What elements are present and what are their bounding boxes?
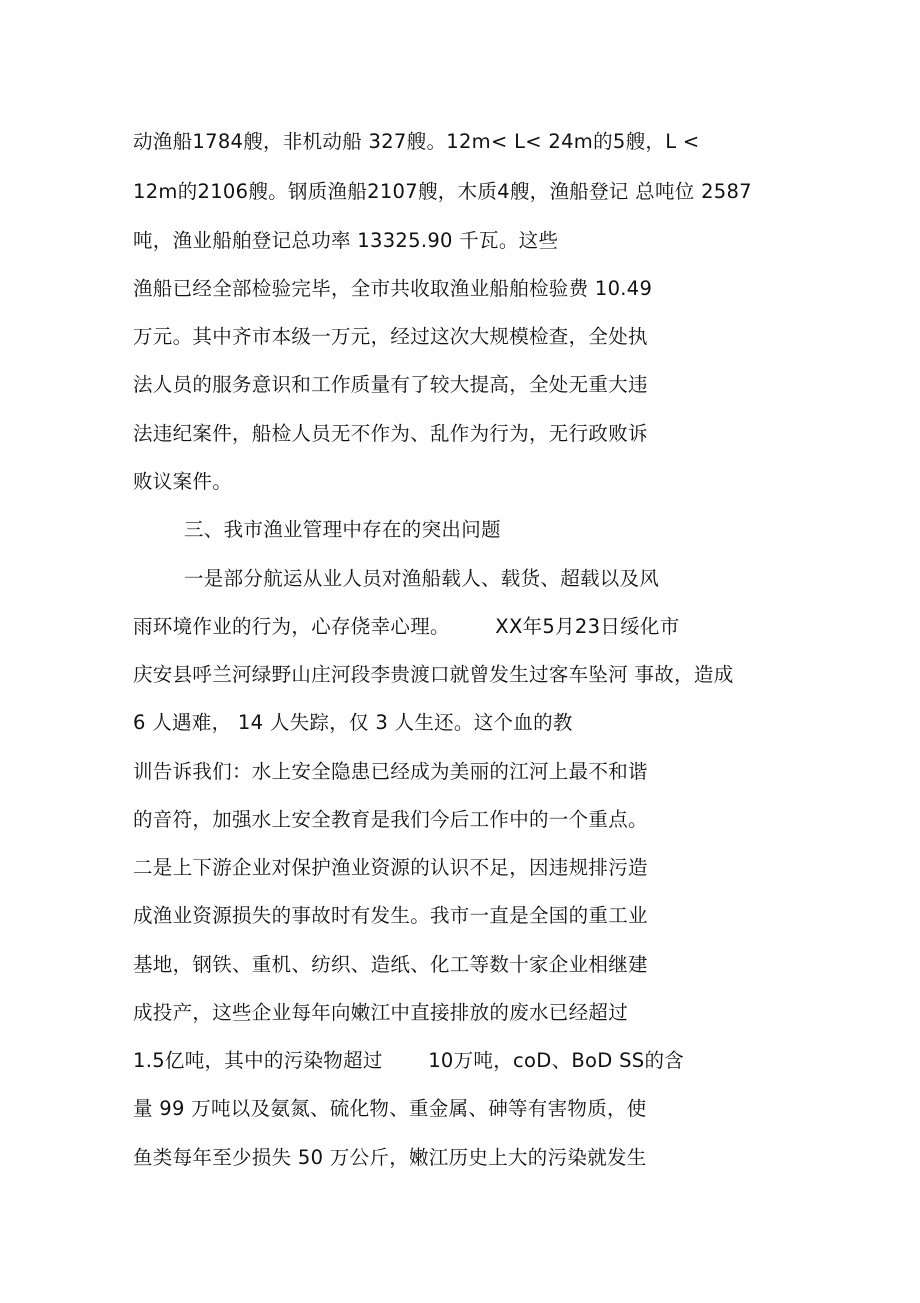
section-heading: 三、我市渔业管理中存在的突出问题 — [184, 518, 501, 541]
text-line: 成投产，这些企业每年向嫩江中直接排放的废水已经超过 — [133, 1001, 629, 1024]
text-line: 1.5亿吨，其中的污染物超过 10万吨，coD、BoD SS的含 — [133, 1049, 685, 1072]
text-line: 成渔业资源损失的事故时有发生。我市一直是全国的重工业 — [133, 904, 648, 927]
text-line: 雨环境作业的行为，心存侥幸心理。 XX年5月23日绥化市 — [133, 615, 680, 638]
text-line: 二是上下游企业对保护渔业资源的认识不足，因违规排污造 — [133, 856, 648, 879]
text-line: 吨，渔业船舶登记总功率 13325.90 千瓦。这些 — [133, 229, 559, 252]
text-line: 量 99 万吨以及氨氮、硫化物、重金属、砷等有害物质，使 — [133, 1097, 647, 1120]
text-line: 6 人遇难， 14 人失踪，仅 3 人生还。这个血的教 — [133, 711, 573, 734]
text-line: 渔船已经全部检验完毕，全市共收取渔业船舶检验费 10.49 — [133, 277, 653, 300]
text-line: 鱼类每年至少损失 50 万公斤，嫩江历史上大的污染就发生 — [133, 1146, 647, 1169]
text-line: 动渔船1784艘，非机动船 327艘。12m< L< 24m的5艘，L < — [133, 130, 700, 153]
text-line: 万元。其中齐市本级一万元，经过这次大规模检查，全处执 — [133, 325, 648, 348]
text-line: 败议案件。 — [133, 470, 233, 493]
text-line: 庆安县呼兰河绿野山庄河段李贵渡口就曾发生过客车坠河 事故，造成 — [133, 663, 734, 686]
text-line: 法违纪案件，船检人员无不作为、乱作为行为，无行政败诉 — [133, 422, 648, 445]
text-line: 训告诉我们：水上安全隐患已经成为美丽的江河上最不和谐 — [133, 760, 648, 783]
text-line: 12m的2106艘。钢质渔船2107艘，木质4艘，渔船登记 总吨位 2587 — [133, 180, 752, 203]
text-line: 的音符，加强水上安全教育是我们今后工作中的一个重点。 — [133, 808, 648, 831]
text-line: 基地，钢铁、重机、纺织、造纸、化工等数十家企业相继建 — [133, 953, 648, 976]
text-line: 一是部分航运从业人员对渔船载人、载货、超载以及风 — [184, 567, 660, 590]
text-line: 法人员的服务意识和工作质量有了较大提高，全处无重大违 — [133, 373, 648, 396]
